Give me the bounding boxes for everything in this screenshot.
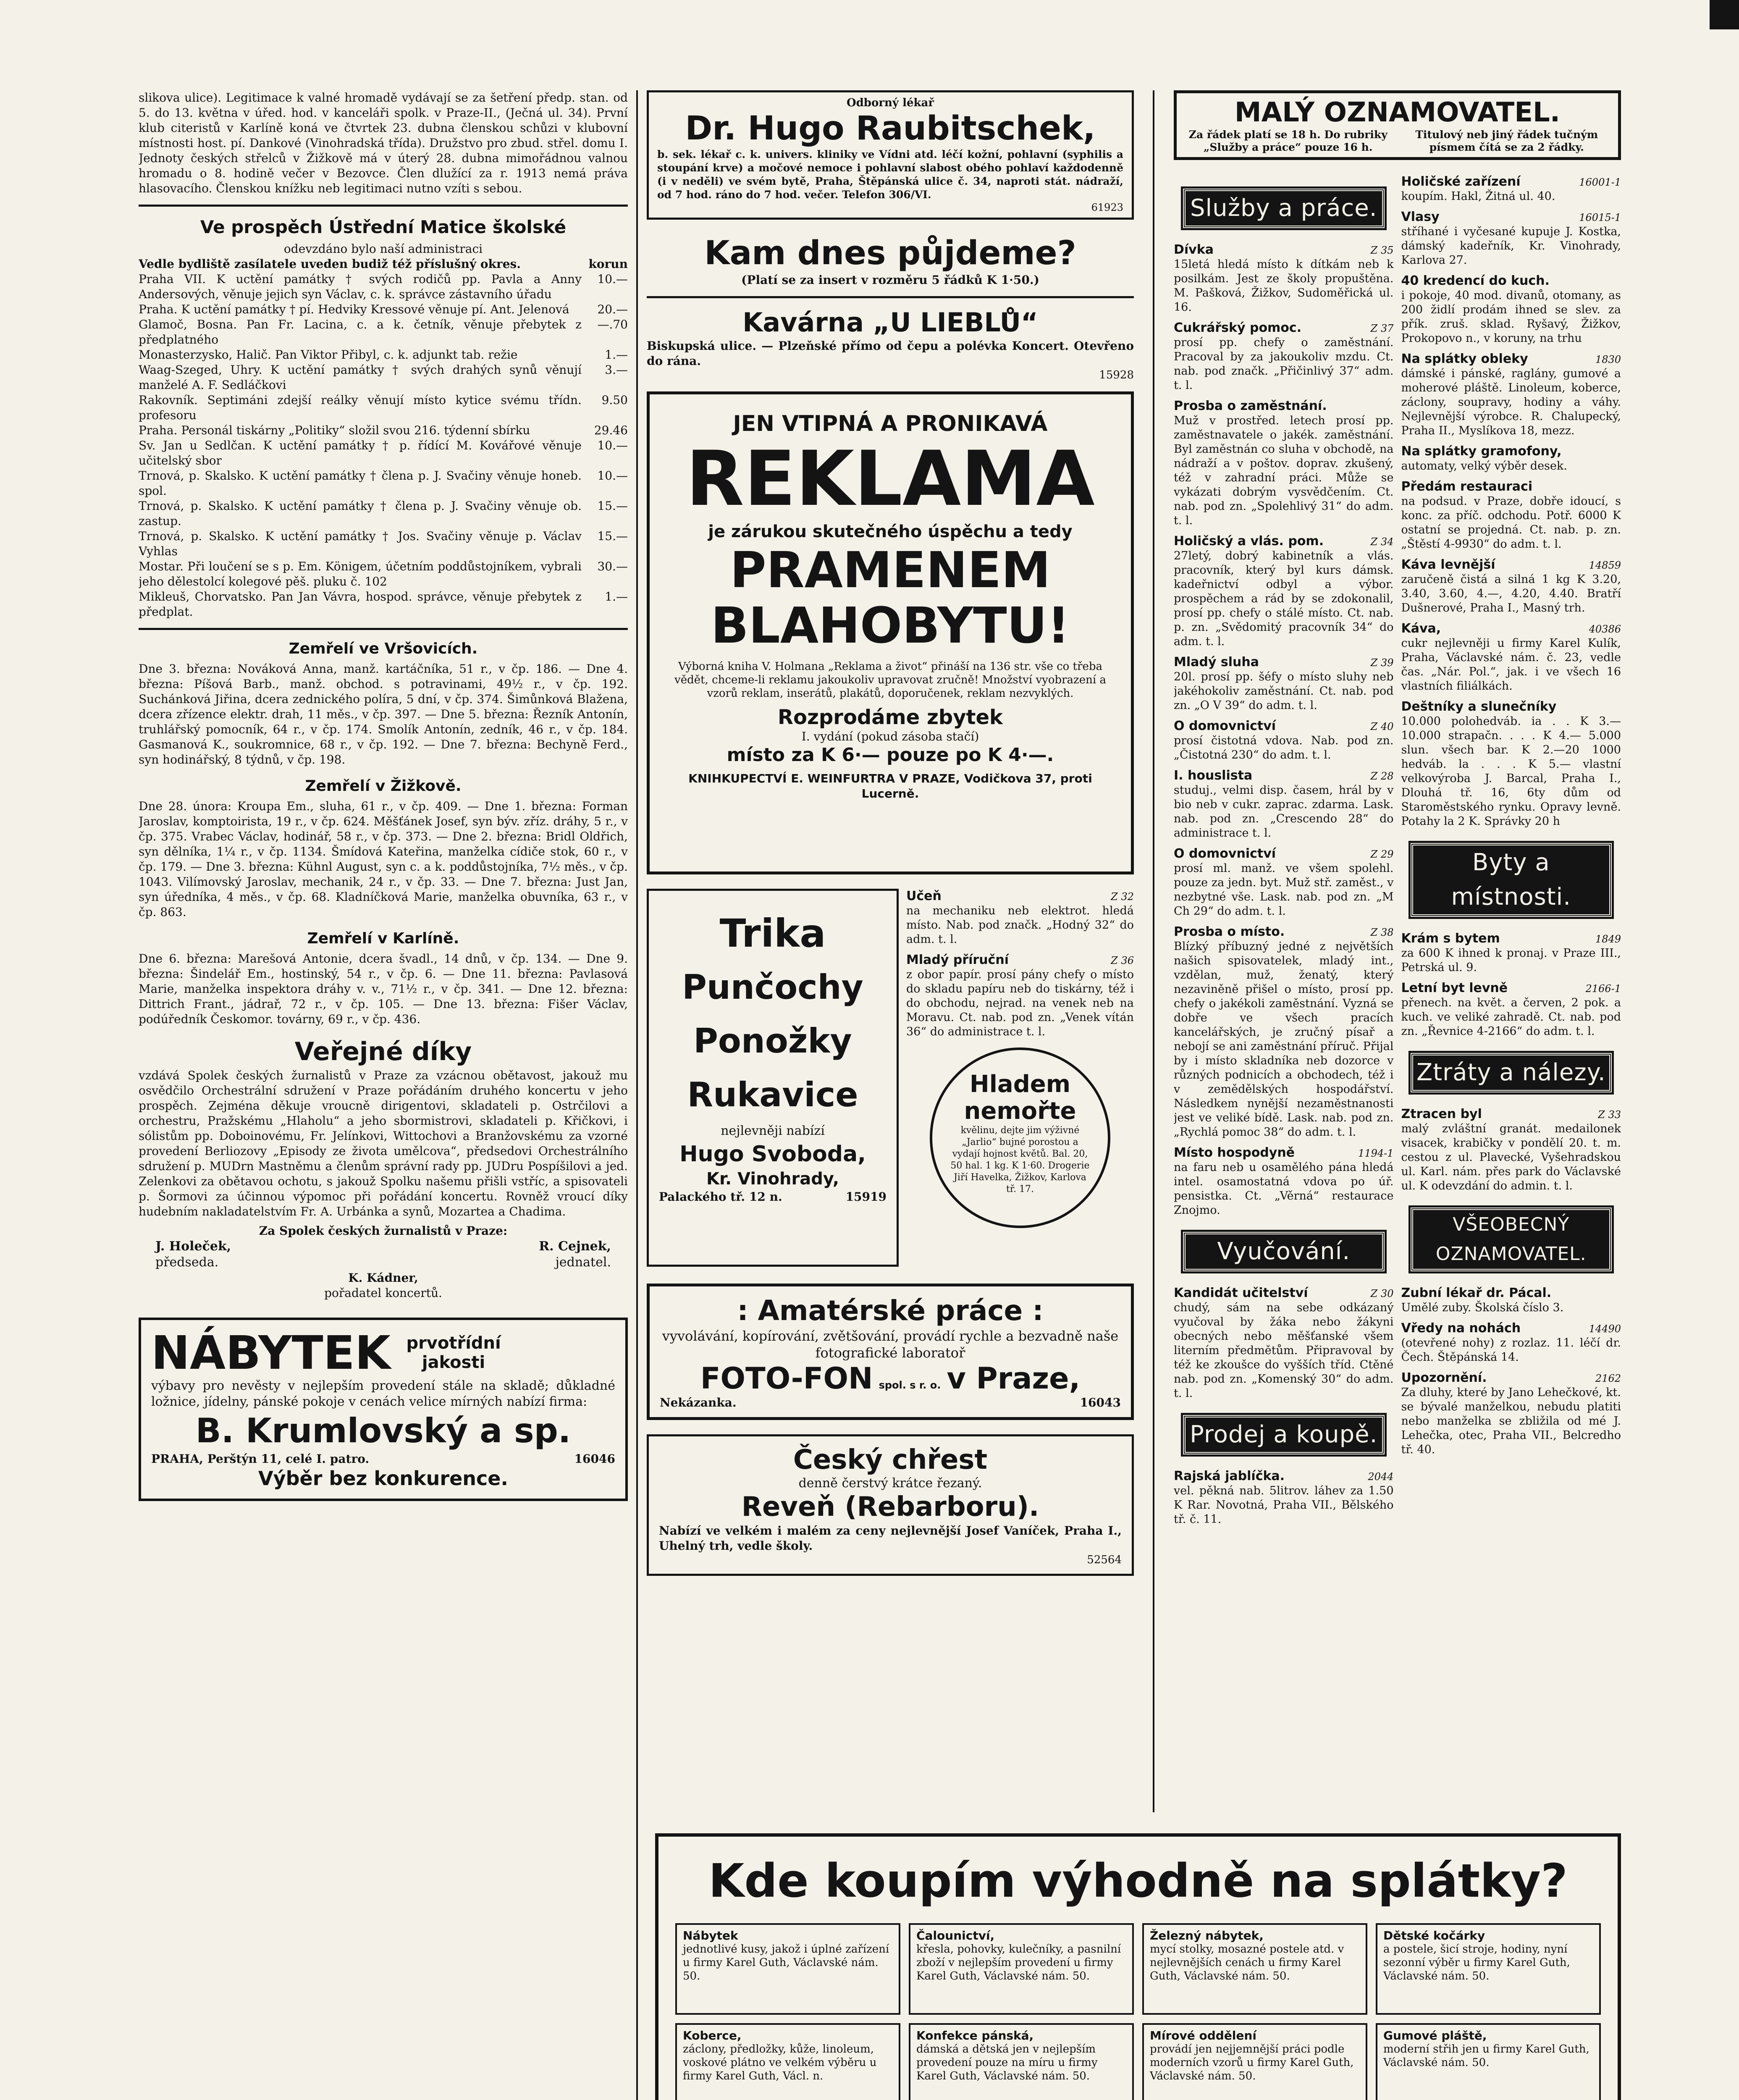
nabytek-firm: B. Krumlovský a sp. — [195, 1411, 571, 1450]
classifieds-left — [1174, 174, 1394, 1533]
nabytek-title: NÁBYTEK — [151, 1326, 391, 1380]
classifieds-right — [1401, 174, 1621, 1533]
chrest-name: Reveň (Rebarboru). — [741, 1491, 1039, 1522]
signature-right-name: R. Cejnek, — [539, 1239, 611, 1254]
splatky-cell: Nábytek jednotlivé kusy, jakož i úplné zařízení u firmy Karel Guth, Václavské nám. 50. — [675, 1923, 900, 2015]
column-left — [139, 90, 628, 2100]
trika-offer: nejlevněji nabízí — [721, 1124, 825, 1138]
signature-left-role: předseda. — [155, 1255, 219, 1270]
matice-subtitle: odevzdáno bylo naší administraci — [283, 242, 483, 256]
donation-row: Praha. Personál tiskárny „Politiky“ složil svou 216. týdenní sbírku 29.46 — [139, 423, 628, 437]
doctor-label: Odborný lékař — [846, 97, 934, 109]
trika-number: 15919 — [845, 1190, 887, 1204]
classified-ad: Dívka Z 35 15letá hledá místo k dítkám neb k posilkám. Jest ze školy propuštěna. M. Pašková, Žižkov, Sudoměřická ul. 16. — [1174, 242, 1394, 314]
category-vseobecny: VŠEOBECNÝ OZNAMOVATEL. — [1411, 1208, 1612, 1271]
kavarna-text: Biskupská ulice. — Plzeňské přímo od čepu a polévka Koncert. Otevřeno do rána. — [647, 339, 1134, 368]
column-middle — [647, 90, 1134, 1819]
thanks-text: vzdává Spolek českých žurnalistů v Praze za vzácnou obětavost, jakouž mu osvědčilo Orchestrální sdružení v Praze pořádáním druhého koncertu v jeho prospěch. Zejména děkuje vroucně dirigentovi, skladateli p. Ostrčilovi a orchestru, Pražskému „Hlaholu“ a jeho sbormistrovi, skladateli p. Křičkovi, i sólistům pp. Doboinovému, Fr. Jelínkovi, Wittochovi a Branžovskému za vzorné provedení Berliozovy „Episody ze života umělcova“, předsedovi Orchestrálního sdružení p. MUDrn Mastněmu a členům správní rady pp. JUDru Pospíšilovi a jed. Zelenkovi za obětavou ochotu, s jakouž Spolku našemu přišli vstříc, a spisovateli p. Šormovi za účinnou výpomoc při pořádání koncertu. Rovněž vroucí díky hudebním nakladatelstvím Fr. A. Urbánka a synů, Mozartea a Chadima. — [139, 1068, 628, 1218]
donation-row: Trnová, p. Skalsko. K uctění památky † Jos. Svačiny věnuje p. Václav Vyhlas 15.— — [139, 529, 628, 558]
signature-right-role: jednatel. — [555, 1255, 611, 1270]
column-divider — [636, 90, 638, 2100]
classified-ad: I. houslista Z 28 studuj., velmi disp. časem, hrál by v bio neb v cukr. zaprac. zdarma. Lask. nab. pod zn. „Crescendo 28“ do administrace t. l. — [1174, 768, 1394, 840]
doctor-ad — [647, 90, 1134, 220]
donation-row: Praha VII. K uctění památky † svých rodičů pp. Pavla a Anny Andersových, věnuje jejich syn Václav, c. k. správce zástavního úřadu 10.— — [139, 272, 628, 301]
matice-title: Ve prospěch Ústřední Matice školské — [200, 217, 567, 237]
splatky-cell: Koberce, záclony, předložky, kůže, linoleum, voskové plátno ve velkém výběru u firmy Karel Guth, Václ. n. — [675, 2023, 900, 2100]
splatky-title: Kde koupím výhodně na splátky? — [708, 1854, 1568, 1908]
chrest-ad — [647, 1434, 1134, 1576]
deaths-text: Dne 3. března: Nováková Anna, manž. kartáčníka, 51 r., v čp. 186. — Dne 4. března: Píšová Barb., manž. obchod. s potravinami, 49½ r., v čp. 192. Suchánková Jiřina, dcera zednického políra, 5 dní, v čp. 374. Šimůnková Blažena, dcera zřízence elektr. drah, 11 měs., v čp. 397. — Dne 5. března: Řezník Antonín, truhlářský pomocník, 64 r., v čp. 174. Smolík Antonín, zedník, 46 r., v čp. 184. Gasmanová K., soukromnice, 68 r., v čp. 192. — Dne 7. března: Bechyně Ferd., syn hodinářský, 8 týdnů, v čp. 198. — [139, 662, 628, 766]
classified-ad: Cukrářský pomoc. Z 37 prosí pp. chefy o zaměstnání. Pracoval by za jakoukoliv mzdu. Ct. nab. pod značk. „Přičinlivý 37“ adm. t. l. — [1174, 320, 1394, 392]
classified-ad: O domovnictví Z 29 prosí ml. manž. ve všem spolehl. pouze za jedn. byt. Muž stř. zaměst., v nezbytné vše. Lask. nab. pod zn. „M Ch 29“ do adm. t. l. — [1174, 846, 1394, 918]
classified-ad: Prosba o zaměstnání. Muž v prostřed. letech prosí pp. zaměstnavatele o jakék. zaměstnání. Byl zaměstnán co sluha v obchodě, na nádraží a v poštov. doprav. zkušený, též v zahradní práci. Může se vykázati dobrým vysvědčením. Ct. nab. pod zn. „Spolehlivý 31“ do adm. t. l. — [1174, 399, 1394, 527]
trika-line: Ponožky — [693, 1021, 852, 1060]
chrest-subtitle: denně čerstvý krátce řezaný. — [798, 1476, 982, 1491]
classified-ad: O domovnictví Z 40 prosí čistotná vdova. Nab. pod zn. „Čistotná 230“ do adm. t. l. — [1174, 719, 1394, 761]
trika-row — [647, 889, 1134, 1271]
amater-city: v Praze, — [947, 1361, 1081, 1396]
reklama-top: JEN VTIPNÁ A PRONIKAVÁ — [733, 411, 1048, 436]
category-vyucovani: Vyučování. — [1183, 1232, 1385, 1271]
deaths-title: Zemřelí ve Vršovicích. — [289, 640, 478, 657]
amater-firm: FOTO-FON — [700, 1361, 873, 1396]
reklama-big: REKLAMA — [686, 435, 1095, 523]
splatky-ad — [655, 1833, 1621, 2100]
donation-row: Trnová, p. Skalsko. K uctění památky † člena p. J. Svačiny věnuje ob. zastup. 15.— — [139, 499, 628, 528]
kam-note: (Platí se za insert v rozměru 5 řádků K 1·50.) — [741, 273, 1039, 287]
doctor-number: 61923 — [1091, 202, 1123, 213]
category-ztraty: Ztráty a nálezy. — [1411, 1053, 1612, 1092]
classified-ad: Zubní lékař dr. Pácal. Umělé zuby. Školská číslo 3. — [1401, 1286, 1564, 1314]
reklama-edition: I. vydání (pokud zásoba stačí) — [801, 730, 979, 743]
classified-ad: Káva levnější 14859 zaručeně čistá a silná 1 kg K 3.20, 3.40, 3.60, 4.—, 4.20, 4.40. Bratří Dušnerové, Praha I., Masný trh. — [1401, 557, 1621, 614]
donation-row: Praha. K uctění památky † pí. Hedviky Kressové věnuje pí. Ant. Jelenová 20.— — [139, 302, 628, 316]
nabytek-tagline: Výběr bez konkurence. — [258, 1467, 508, 1490]
nabytek-ad — [139, 1318, 628, 1501]
donation-row: Monasterzysko, Halič. Pan Viktor Přibyl, c. k. adjunkt tab. režie 1.— — [139, 348, 628, 362]
thanks-title: Veřejné díky — [294, 1037, 472, 1066]
splatky-cell: Mírové oddělení provádí jen nejjemnější práci podle moderních vzorů u firmy Karel Guth, Václavské nám. 50. — [1142, 2023, 1367, 2100]
classified-ad: Rajská jablíčka. 2044 vel. pěkná nab. 5litrov. láhev za 1.50 K Rar. Novotná, Praha VII., Bělského tř. č. 11. — [1174, 1469, 1394, 1526]
amater-firm-suffix: spol. s r. o. — [879, 1379, 941, 1391]
classifieds-columns — [1174, 174, 1621, 1533]
amater-title: : Amatérské práce : — [737, 1294, 1044, 1327]
matice-note-row — [139, 257, 628, 272]
donation-row: Sv. Jan u Sedlčan. K uctění památky † p. řídící M. Kovářové věnuje učitelský sbor 10.— — [139, 438, 628, 467]
reklama-ad — [647, 391, 1134, 874]
category-sluzby: Služby a práce. — [1183, 189, 1385, 228]
classified-ad: Krám s bytem 1849 za 600 K ihned k pronaj. v Praze III., Petrská ul. 9. — [1401, 931, 1621, 974]
classified-ad: Upozornění. 2162 Za dluhy, které by Jano Lehečkové, kt. se bývalé manželkou, nebudu platiti nebo manželka se zbližila od mé J. Lehečka, otec, Praha VII., Belcredho tř. 40. — [1401, 1370, 1621, 1456]
trika-line: Rukavice — [687, 1075, 858, 1114]
classified-ad: Kandidát učitelství Z 30 chudý, sám na sebe odkázaný vyučoval by žáka nebo žákyni obecných nebo měšťanské všem literním předmětům. Připravoval by též ke zkoušce do vyšších tříd. Ctěné nab. pod zn. „Komenský 30“ do adm. t. l. — [1174, 1286, 1394, 1400]
reklama-pramen: PRAMENEM — [730, 541, 1051, 599]
classified-ad: Učeň Z 32 na mechaniku neb elektrot. hledá místo. Nab. pod značk. „Hodný 32“ do adm. t. l. — [906, 889, 1134, 946]
classified-ad: Na splátky obleky 1830 dámské i pánské, raglány, gumové a moherové pláště. Linoleum, koberce, záclony, soupravy, hodiny a váhy. Nejlevnější výrobce. R. Chalupecký, Praha II., Myslíkova 18, mezz. — [1401, 352, 1621, 437]
splatky-cell: Dětské kočárky a postele, šicí stroje, hodiny, nyní sezonní výběr u firmy Karel Guth, Václavské nám. 50. — [1376, 1923, 1601, 2015]
trika-ad — [647, 889, 899, 1267]
reklama-text: Výborná kniha V. Holmana „Reklama a život“ přináší na 136 str. vše co třeba vědět, chceme-li reklamu jakoukoliv upravovat zručně! Množství vyobrazení a vzorů reklam, inserátů, plakátů, doporučenek, reklam nezvyklých. — [674, 660, 1106, 700]
trika-city: Kr. Vinohrady, — [706, 1169, 839, 1189]
chrest-number: 52564 — [1087, 1554, 1122, 1566]
splatky-cell: Železný nábytek, mycí stolky, mosazné postele atd. v nejlevnějších cenách u firmy Karel Guth, Václavské nám. 50. — [1142, 1923, 1367, 2015]
kam-title: Kam dnes půjdeme? — [704, 234, 1076, 272]
nabytek-number: 16046 — [574, 1452, 615, 1466]
notices-intro: slikova ulice). Legitimace k valné hromadě vydávají se za šetření předp. stan. od 5. do 13. května v úřed. hod. v kanceláři spolk. v Praze-II., (Ječná ul. 34). První klub citeristů v Karlíně koná ve čtvrtek 23. dubna členskou schůzi v klubovní místnosti host. pí. Dankové (Vinohradská třída). Družstvo pro zbud. střel. domu I. Jednoty českých střelců v Žižkově má v úterý 28. dubna mimořádnou valnou hromadu o 8. hodině večer v Bezovce. Člen dlužící za r. 1913 nemá práva hlasovacího. Členskou knížku neb legitimaci nutno vzíti s sebou. — [139, 91, 628, 195]
donation-row: Mikleuš, Chorvatsko. Pan Jan Vávra, hospod. správce, věnuje přebytek z předplat. 1.— — [139, 590, 628, 619]
reklama-mid: je zárukou skutečného úspěchu a tedy — [708, 522, 1073, 541]
classified-ad: 40 kredencí do kuch. i pokoje, 40 mod. divanů, otomany, as 200 židlí prodám ihned se slev. za přík. zruš. sklad. Ryšavý, Žižkov, Prokopovo n., v koruny, na trhu — [1401, 273, 1621, 345]
signature-center-name: K. Kádner, — [348, 1271, 418, 1285]
reklama-price: místo za K 6·— pouze po K 4·—. — [727, 744, 1054, 766]
signature-left-name: J. Holeček, — [155, 1239, 231, 1254]
nabytek-address: PRAHA, Perštýn 11, celé I. patro. — [151, 1452, 370, 1466]
trika-line: Punčochy — [682, 968, 863, 1007]
classified-ad: Deštníky a slunečníky 10.000 polohedváb. ia . . K 3.— 10.000 strapačn. . . . K 4.— 5.000 slun. všech bar. K 2.—20 1000 hedváb. la . . . K 5.— vlastní velkovýroba J. Barcal, Praha I., Dlouhá tř. 16, 6ty dům od Staroměstského rynku. Opravy levně. Potahy la 2 K. Správky 20 h — [1401, 699, 1621, 828]
kavarna-title: Kavárna „U LIEBLŮ“ — [742, 307, 1038, 338]
hladem-text: kvělinu, dejte jim výživné „Jarlio“ bujné porostou a vydají hojnost květů. Bal. 20, 50 hal. 1 kg. K 1·60. Drogerie Jiří Havelka, Žižkov, Karlova tř. 17. — [950, 1125, 1090, 1194]
donation-row: Trnová, p. Skalsko. K uctění památky † člena p. J. Svačiny věnuje honeb. spol. 10.— — [139, 469, 628, 498]
classified-ad: Na splátky gramofony, automaty, velký výběr desek. — [1401, 444, 1567, 472]
amater-text: vyvolávání, kopírování, zvětšování, provádí rychle a bezvadně naše fotografické laboratoř — [662, 1328, 1119, 1361]
splatky-cell: Konfekce pánská, dámská a dětská jen v nejlepším provedení pouze na míru u firmy Karel Guth, Václavské nám. 50. — [909, 2023, 1134, 2100]
classified-ad: Letní byt levně 2166-1 přenech. na květ. a červen, 2 pok. a kuch. ve veliké zahradě. Ct. nab. pod zn. „Řevnice 4-2166“ do adm. t. l. — [1401, 981, 1621, 1038]
chrest-text: Nabízí ve velkém i malém za ceny nejlevnější Josef Vaníček, Praha I., Uhelný trh, vedle školy. — [659, 1524, 1122, 1553]
deaths-title: Zemřelí v Karlíně. — [307, 930, 459, 947]
classified-ad: Mladý sluha Z 39 20l. prosí pp. šéfy o místo sluhy neb jakéhokoliv zaměstnání. Ct. nab. pod zn. „O V 39“ do adm. t. l. — [1174, 655, 1394, 712]
classified-ad: Mladý příruční Z 36 z obor papír. prosí pány chefy o místo do skladu papíru neb do tiskárny, též i do obchodu, nejrad. na venek neb na Moravu. Ct. nab. pod zn. „Venek vítán 36“ do administrace t. l. — [906, 953, 1134, 1038]
classified-ad: Holičský a vlás. pom. Z 34 27letý, dobrý kabinetník a vlás. pracovník, který byl kurs dámsk. kadeřnictví odbyl a výbor. prospěchem a rád by se zdokonalil, prosí pp. chefy o stálé místo. Ct. nab. p. zn. „Svědomitý pracovník 34“ do adm. t. l. — [1174, 534, 1394, 648]
column-right — [1174, 90, 1621, 1819]
nabytek-text: výbavy pro nevěsty v nejlepším provedení stále na skladě; důkladné ložnice, jídelny, pánské pokoje v cenách velice mírných nabízí firma: — [151, 1378, 615, 1409]
deaths-text: Dne 6. března: Marešová Antonie, dcera švadl., 14 dnů, v čp. 134. — Dne 9. března: Šindelář Em., hostinský, 54 r., v čp. 6. — Dne 11. března: Pavlasová Marie, manželka inspektora dráhy v. v., 71½ r., v čp. 341. — Dne 12. března: Dittrich Frant., jádrař, 72 r., v čp. 105. — Dne 13. března: Fišer Václav, podúředník Českomor. továrny, 69 r., v čp. 436. — [139, 952, 628, 1026]
amater-street: Nekázanka. — [660, 1396, 737, 1410]
reklama-shop: KNIHKUPECTVÍ E. WEINFURTRA V PRAZE, Vodičkova 37, proti Lucerně. — [688, 772, 1092, 801]
deaths-title: Zemřelí v Žižkově. — [305, 777, 462, 795]
classifieds-rate-right: Titulový neb jiný řádek tučným písmem čítá se za 2 řádky. — [1415, 129, 1598, 153]
hladem-ad — [930, 1047, 1110, 1228]
classified-ad: Předám restauraci na podsud. v Praze, dobře idoucí, s konc. za příč. odchodu. Potř. 6000 K ostatní se projedná. Ct. nab. p. zn. „Štěstí 4-9930“ do adm. t. l. — [1401, 479, 1621, 551]
donation-row: Rakovník. Septimáni zdejší reálky věnují místo kytice svému třídn. profesoru 9.50 — [139, 393, 628, 422]
classified-ad: Káva, 40386 cukr nejlevněji u firmy Karel Kulík, Praha, Václavské nám. č. 23, vedle čas. „Nár. Pol.“, jak. i ve všech 16 vlastních filiálkách. — [1401, 621, 1621, 693]
donation-row: Glamoč, Bosna. Pan Fr. Lacina, c. a k. četník, věnuje přebytek z předplatného —.70 — [139, 318, 628, 346]
classified-ad: Vředy na nohách 14490 (otevřené nohy) z rozlaz. 11. léčí dr. Čech. Štěpánská 14. — [1401, 1321, 1621, 1364]
classified-ad: Holičské zařízení 16001-1 koupím. Hakl, Žitná ul. 40. — [1401, 174, 1621, 203]
category-prodej: Prodej a koupě. — [1183, 1415, 1385, 1454]
matice-currency: korun — [588, 257, 628, 271]
donation-row: Waag-Szeged, Uhry. K uctění památky † svých drahých synů věnují manželé A. F. Sedláčkovi 3.— — [139, 363, 628, 392]
donation-list — [139, 272, 628, 620]
classifieds-header — [1174, 90, 1621, 160]
reklama-rozprodame: Rozprodáme zbytek — [778, 706, 1003, 729]
doctor-text: b. sek. lékař c. k. univers. kliniky ve Vídni atd. léčí kožní, pohlavní (syphilis a stoupání krve) a močové nemoce i pohlavní slabost obého pohlaví každodenně (i v neděli) ve svém bytě, Praha, Štěpánská ulice č. 34, naproti stát. nádraží, od 7 hod. ráno do 7 hod. večer. Telefon 306/VI. — [657, 148, 1123, 201]
doctor-name: Dr. Hugo Raubitschek, — [685, 110, 1096, 147]
splatky-cell: Gumové pláště, moderní střih jen u firmy Karel Guth, Václavské nám. 50. — [1376, 2023, 1601, 2100]
reklama-blaho: BLAHOBYTU! — [711, 596, 1070, 654]
trika-line: Trika — [719, 911, 826, 956]
trika-address: Palackého tř. 12 n. — [659, 1190, 782, 1204]
trika-firm: Hugo Svoboda, — [679, 1142, 866, 1167]
nabytek-subtitle: prvotřídní jakosti — [406, 1334, 501, 1372]
kavarna-number: 15928 — [1099, 369, 1134, 381]
classified-ad: Místo hospodyně 1194-1 na faru neb u osamělého pána hledá intel. osamostatná vdova po úř. pensistka. Ct. „Věrná“ restaurace Znojmo. — [1174, 1145, 1394, 1217]
signature-center-role: pořadatel koncertů. — [324, 1286, 442, 1300]
scan-corner-mark — [1710, 0, 1739, 29]
matice-note: Vedle bydliště zasílatele uveden budiž též příslušný okres. — [139, 257, 521, 271]
signature-role-row — [139, 1255, 628, 1270]
column-divider — [1153, 90, 1154, 1812]
signature-row — [139, 1239, 628, 1255]
amater-number: 16043 — [1080, 1396, 1121, 1410]
amater-ad — [647, 1284, 1134, 1420]
category-byty: Byty a místnosti. — [1411, 843, 1612, 917]
classifieds-rate-left: Za řádek platí se 18 h. Do rubriky „Služby a práce“ pouze 16 h. — [1188, 129, 1388, 153]
donation-row: Mostar. Při loučení se s p. Em. Königem, účetním poddůstojníkem, vybrali jeho dělestolcí kolegové pěš. pluku č. 102 30.— — [139, 559, 628, 588]
classifieds-title: MALÝ OZNAMOVATEL. — [1234, 97, 1561, 128]
deaths-text: Dne 28. února: Kroupa Em., sluha, 61 r., v čp. 409. — Dne 1. března: Forman Jaroslav, komptoirista, 19 r., v čp. 624. Měšťánek Josef, syn býv. zříz. dráhy, 5 r., v čp. 375. Vrabec Václav, hodinář, 58 r., v čp. 373. — Dne 2. března: Bridl Oldřich, syn dělníka, 1¼ r., v čp. 1134. Šmídová Kateřina, manželka cídiče stok, 60 r., v čp. 179. — Dne 3. března: Kühnl August, syn c. a k. poddůstojníka, 7½ měs., v čp. 1043. Vilímovský Jaroslav, mechanik, 24 r., v čp. 33. — Dne 7. března: Just Jan, syn úředníka, 4 měs., v čp. 68. Kladníčková Marie, manželka obuvníka, 63 r., v čp. 863. — [139, 799, 628, 919]
splatky-grid — [675, 1923, 1601, 2100]
hladem-title: Hladem nemořte — [964, 1071, 1076, 1125]
classified-ad: Vlasy 16015-1 stříhané i vyčesané kupuje J. Kostka, dámský kadeřník, Kr. Vinohrady, Karlova 27. — [1401, 210, 1621, 267]
chrest-title: Český chřest — [793, 1444, 988, 1475]
middle-small-ads — [906, 889, 1134, 1271]
classified-ad: Ztracen byl Z 33 malý zvláštní granát. medailonek visacek, krabičky v pondělí 20. t. m. cestou z ul. Plavecké, Vyšehradskou ul. Karl. nám. přes park do Václavské ul. K odevzdání do admin. t. l. — [1401, 1107, 1621, 1192]
thanks-for: Za Spolek českých žurnalistů v Praze: — [259, 1224, 508, 1238]
classified-ad: Prosba o místo. Z 38 Blízký příbuzný jedné z největších našich spisovatelek, mladý int., vzdělan, muž, ženatý, který nezaviněně přišel o místo, prosí pp. chefy o jakékoli zaměstnání. Vyzná se dobře ve všech pracích kancelářských, je zručný písař a nebojí se ani zaměstnání příruč. Přijal by i místo skladníka neb dozorce v různých podnicích a obchodech, též i v zemědělských hospodářství. Následkem nynější nezaměstnanosti jest ve veliké bídě. Lask. nab. pod zn. „Rychlá pomoc 38“ do adm. t. l. — [1174, 924, 1394, 1139]
splatky-cell: Čalounictví, křesla, pohovky, kulečníky, a pasnilní zboží v nejlepším provedení u firmy Karel Guth, Václavské nám. 50. — [909, 1923, 1134, 2015]
